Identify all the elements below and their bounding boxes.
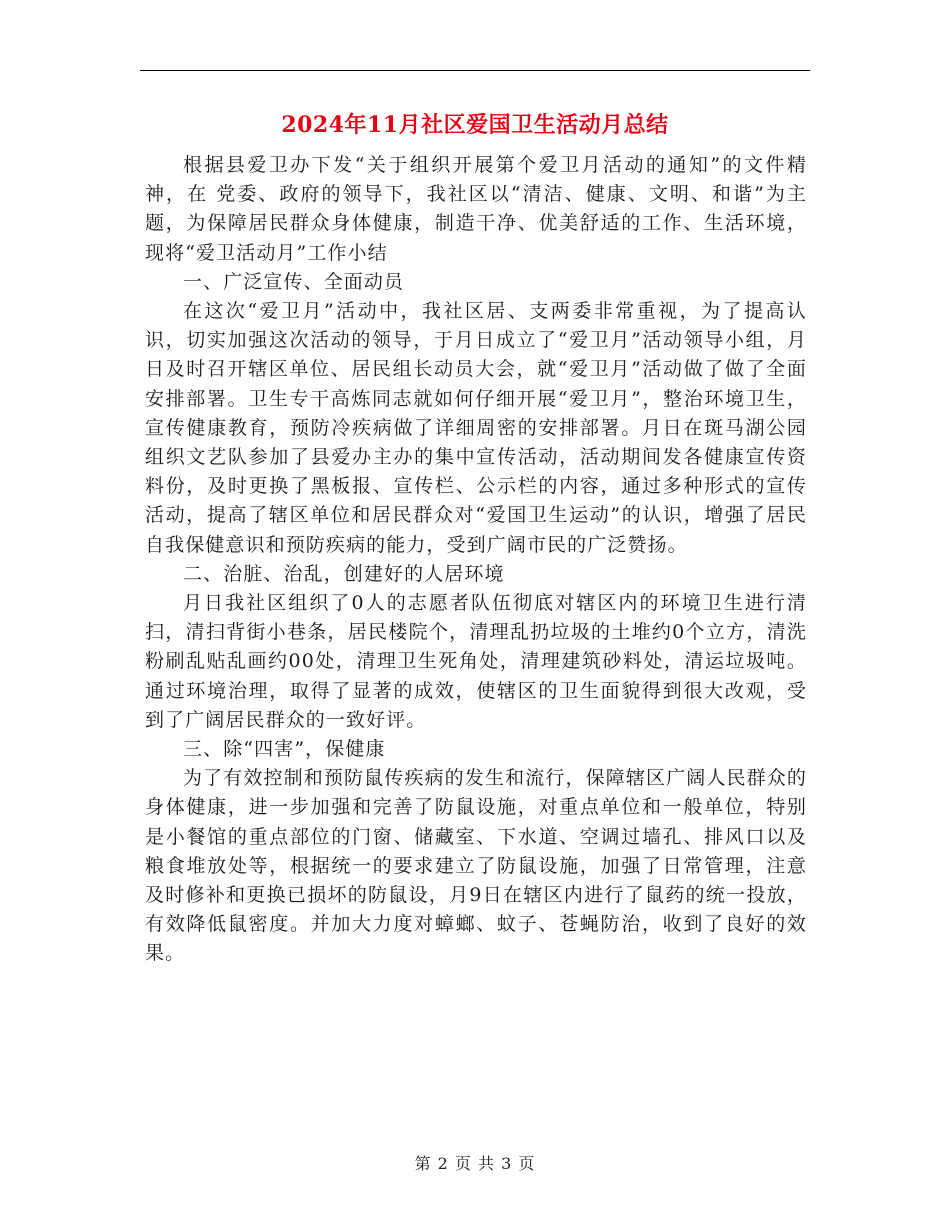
page-number: 第 2 页 共 3 页 [414,1154,536,1173]
document-body [145,151,807,969]
section-heading-3: 三、除“四害”，保健康 [183,738,386,761]
paragraph-section-1: 在这次“爱卫月”活动中，我社区居、支两委非常重视，为了提高认识，切实加强这次活动的领导，于月日成立了“爱卫月”活动领导小组，月日及时召开辖区单位、居民组长动员大会，就“爱卫月”活动做了做了全面安排部署。卫生专干高炼同志就如何仔细开展“爱卫月”，整治环境卫生，宣传健康教育，预防冷疾病做了详细周密的安排部署。月日在斑马湖公园组织文艺队参加了县爱办主办的集中宣传活动，活动期间发各健康宣传资料份，及时更换了黑板报、宣传栏、公示栏的内容，通过多种形式的宣传活动，提高了辖区单位和居民群众对“爱国卫生运动”的认识，增强了居民自我保健意识和预防疾病的能力，受到广阔市民的广泛赞扬。 [145,300,807,556]
document-title: 2024年11月社区爱国卫生活动月总结 [281,112,669,138]
section-heading-1: 一、广泛宣传、全面动员 [183,270,405,293]
paragraph-intro: 根据县爱卫办下发“关于组织开展第个爱卫月活动的通知”的文件精神，在 党委、政府的领导下，我社区以“清洁、健康、文明、和谐”为主题，为保障居民群众身体健康，制造干净、优美舒适的工作、生活环境，现将“爱卫活动月”工作小结 [145,154,807,264]
paragraph-section-2: 月日我社区组织了0人的志愿者队伍彻底对辖区内的环境卫生进行清扫，清扫背街小巷条，居民楼院个，清理乱扔垃圾的土堆约0个立方，清洗粉刷乱贴乱画约00处，清理卫生死角处，清理建筑砂料处，清运垃圾吨。通过环境治理，取得了显著的成效，使辖区的卫生面貌得到很大改观，受到了广阔居民群众的一致好评。 [145,592,807,731]
section-heading-2: 二、治脏、治乱，创建好的人居环境 [183,562,505,585]
header-rule [140,70,810,71]
paragraph-section-3: 为了有效控制和预防鼠传疾病的发生和流行，保障辖区广阔人民群众的身体健康，进一步加强和完善了防鼠设施，对重点单位和一般单位，特别是小餐馆的重点部位的门窗、储藏室、下水道、空调过墙孔、排风口以及粮食堆放处等，根据统一的要求建立了防鼠设施，加强了日常管理，注意及时修补和更换已损坏的防鼠设，月9日在辖区内进行了鼠药的统一投放，有效降低鼠密度。并加大力度对蟑螂、蚊子、苍蝇防治，收到了良好的效果。 [145,767,807,965]
